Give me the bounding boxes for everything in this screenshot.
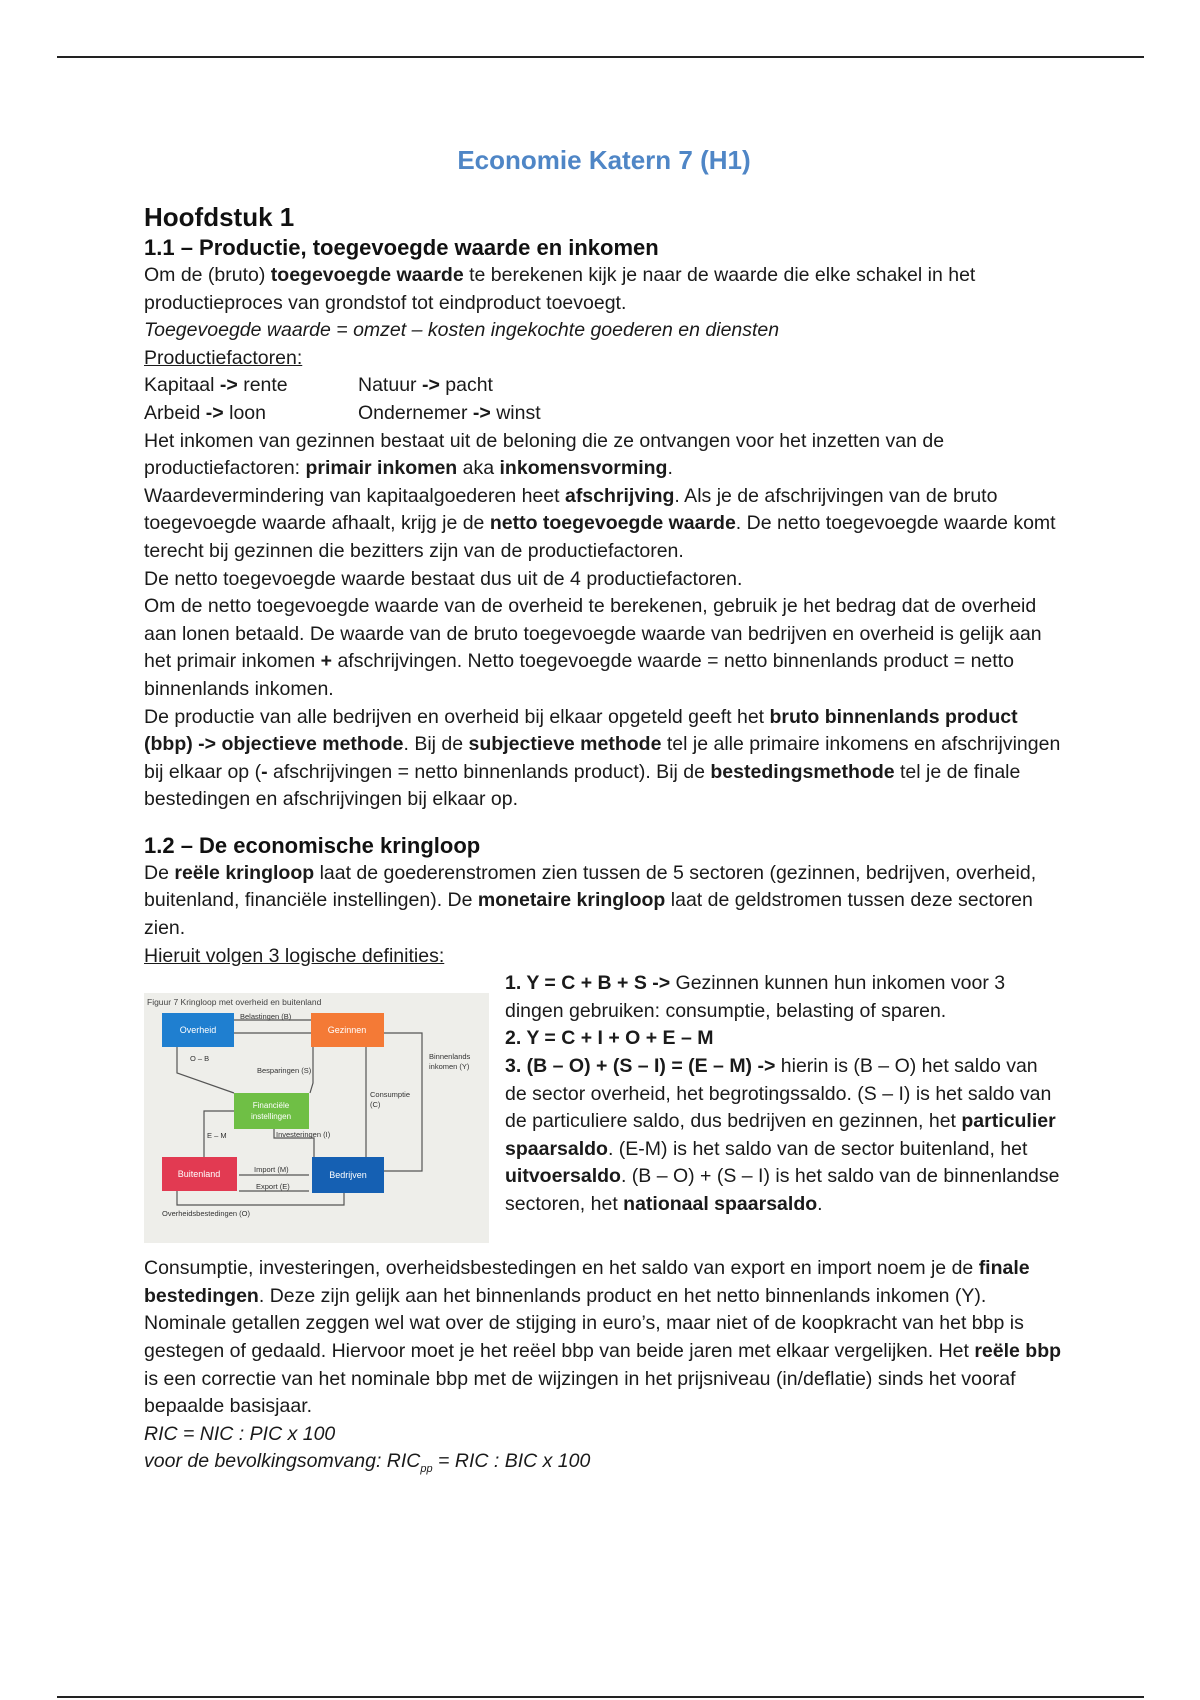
figure-and-definitions	[144, 970, 1064, 1243]
header-rule	[57, 56, 1144, 58]
label-e-minus-m: E – M	[207, 1131, 227, 1141]
box-financiele-label-2: instellingen	[250, 1112, 292, 1122]
paragraph-kringloop: De reële kringloop laat de goederenstromen zien tussen de 5 sectoren (gezinnen, bedrijven, overheid, buitenland, financiële instellingen). De monetaire kringloop laat de geldstromen tussen deze sectoren zien.	[144, 861, 1037, 940]
diagram-caption: Figuur 7 Kringloop met overheid en buitenland	[147, 997, 322, 1008]
paragraph-bbp-methodes: De productie van alle bedrijven en overheid bij elkaar opgeteld geeft het bruto binnenlands product (bbp) -> objectieve methode. Bij de subjectieve methode tel je alle primaire inkomens en afschrijvingen bij elkaar op (- afschrijvingen = netto binnenlands product). Bij de bestedingsmethode tel je de finale bestedingen en afschrijvingen bij elkaar op.	[144, 705, 1061, 811]
label-consumptie-2: (C)	[370, 1100, 381, 1110]
box-overheid-label: Overheid	[179, 1025, 217, 1036]
box-financiele-instellingen	[234, 1093, 309, 1129]
label-binnenlands-2: inkomen (Y)	[429, 1062, 470, 1072]
paragraph-overheid: Om de netto toegevoegde waarde van de overheid te berekenen, gebruik je het bedrag dat de overheid aan lonen betaald. De waarde van de bruto toegevoegde waarde van bedrijven en overheid is gelijk aan het primair inkomen + afschrijvingen. Netto toegevoegde waarde = netto binnenlands product = netto binnenlands inkomen.	[144, 595, 1042, 700]
label-export: Export (E)	[256, 1182, 290, 1192]
label-import: Import (M)	[254, 1165, 289, 1175]
definitions-list	[505, 970, 1063, 1243]
paragraph-reele-bbp: Nominale getallen zeggen wel wat over de stijging in euro’s, maar niet of de koopkracht van het bbp is gestegen of gedaald. Hiervoor moet je het reëel bbp van beide jaren met elkaar vergelijken. Het reële bbp is een correctie van het nominale bbp met de wijzingen in het prijsniveau (in/deflatie) sinds het vooraf bepaalde basisjaar.	[144, 1312, 1062, 1418]
definition-3: 3. (B – O) + (S – I) = (E – M) -> hierin is (B – O) het saldo van de sector overheid, het begrotingssaldo. (S – I) is het saldo van de particuliere saldo, dus bedrijven en gezinnen, het particulier spaarsaldo. (E-M) is het saldo van de sector buitenland, het uitvoersaldo. (B – O) + (S – I) is het saldo van de binnenlandse sectoren, het nationaal spaarsaldo.	[505, 1055, 1060, 1215]
paragraph-finale-bestedingen: Consumptie, investeringen, overheidsbestedingen en het saldo van export en import noem je de finale bestedingen. Deze zijn gelijk aan het binnenlands product en het netto binnenlands inkomen (Y).	[144, 1257, 1030, 1307]
paragraph-toegevoegde-waarde: Om de (bruto) toegevoegde waarde te berekenen kijk je naar de waarde die elke schakel in het productieproces van grondstof tot eindproduct toevoegt.	[144, 264, 976, 314]
formula-toegevoegde-waarde: Toegevoegde waarde = omzet – kosten ingekochte goederen en diensten	[144, 319, 780, 342]
document-page	[144, 140, 1064, 1484]
box-gezinnen-label: Gezinnen	[327, 1025, 367, 1036]
box-buitenland-label: Buitenland	[177, 1169, 221, 1180]
chapter-heading: Hoofdstuk 1	[144, 202, 295, 232]
factor-kapitaal: Kapitaal -> rente	[144, 374, 288, 397]
document-title: Economie Katern 7 (H1)	[457, 145, 751, 175]
label-o-minus-b: O – B	[190, 1054, 210, 1064]
paragraph-primair-inkomen: Het inkomen van gezinnen bestaat uit de beloning die ze ontvangen voor het inzetten van de productiefactoren: primair inkomen aka inkomensvorming.	[144, 429, 945, 480]
footer-rule	[57, 1696, 1144, 1698]
definitions-heading: Hieruit volgen 3 logische definities:	[144, 944, 445, 967]
definition-2: 2. Y = C + I + O + E – M	[505, 1027, 714, 1050]
formula-ric-pp: voor de bevolkingsomvang: $RIC_{pp}$ = RIC : BIC x 100	[144, 1450, 591, 1476]
box-bedrijven-label: Bedrijven	[329, 1170, 367, 1181]
formula-ric: RIC = NIC : PIC x 100	[144, 1422, 336, 1445]
section-2-heading: 1.2 – De economische kringloop	[144, 832, 481, 858]
factor-arbeid: Arbeid -> loon	[144, 401, 266, 424]
factors-heading: Productiefactoren:	[144, 346, 303, 369]
label-consumptie-1: Consumptie	[370, 1090, 411, 1100]
label-overheidsbestedingen: Overheidsbestedingen (O)	[162, 1209, 250, 1219]
section-1-heading: 1.1 – Productie, toegevoegde waarde en inkomen	[144, 235, 659, 260]
label-belastingen: Belastingen (B)	[240, 1012, 292, 1022]
factor-ondernemer: Ondernemer -> winst	[358, 401, 541, 424]
paragraph-afschrijving: Waardevermindering van kapitaalgoederen heet afschrijving. Als je de afschrijvingen van de bruto toegevoegde waarde afhaalt, krijg je de netto toegevoegde waarde. De netto toegevoegde waarde komt terecht bij gezinnen die bezitters zijn van de productiefactoren.	[144, 484, 1056, 562]
box-financiele-label-1: Financiële	[252, 1101, 290, 1111]
definition-1: 1. Y = C + B + S -> Gezinnen kunnen hun inkomen voor 3 dingen gebruiken: consumptie, belasting of sparen.	[505, 972, 1006, 1022]
label-binnenlands-1: Binnenlands	[429, 1052, 471, 1062]
kringloop-diagram	[144, 993, 489, 1243]
factor-natuur: Natuur -> pacht	[358, 374, 493, 397]
label-besparingen: Besparingen (S)	[257, 1066, 312, 1076]
factors-list	[144, 372, 1064, 427]
paragraph-productiefactoren: De netto toegevoegde waarde bestaat dus uit de 4 productiefactoren.	[144, 567, 743, 590]
label-investeringen: Investeringen (I)	[276, 1130, 331, 1140]
